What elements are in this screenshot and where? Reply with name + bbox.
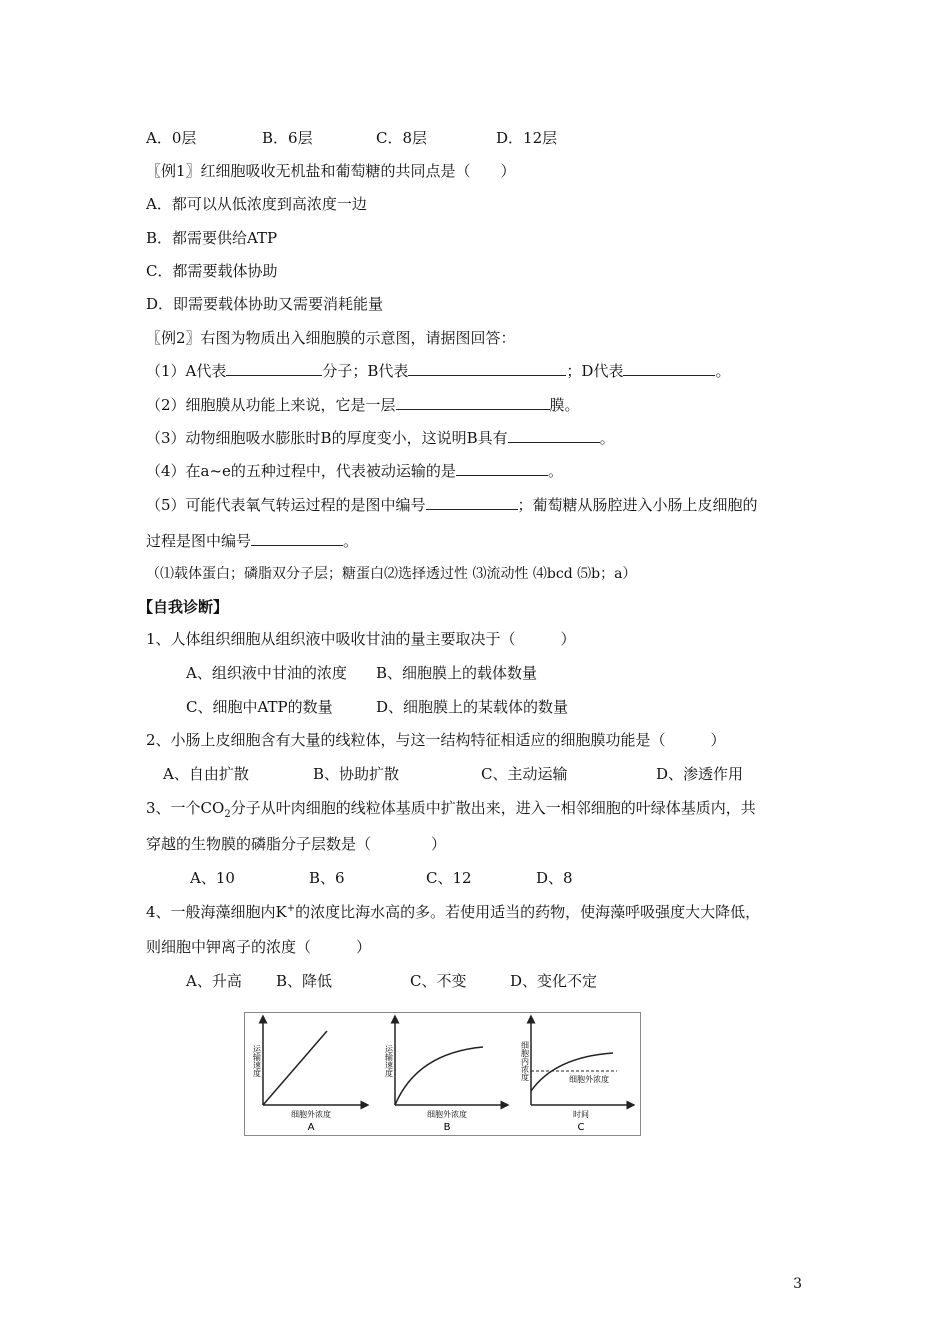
answer-blank (426, 495, 518, 510)
example2-q4 (146, 461, 563, 481)
example2-q5-cont (146, 531, 358, 551)
answer-blank (251, 531, 343, 546)
sc-q4-option-b: B、降低 (276, 972, 333, 990)
answer-blank (456, 461, 548, 476)
sc-q3-stem-cont: 穿越的生物膜的磷脂分子层数是（ ） (146, 835, 447, 853)
q5b-text-b: 。 (343, 532, 359, 550)
answer-blank (226, 361, 322, 376)
sc-q1-stem: 1、人体组织细胞从组织液中吸收甘油的量主要取决于（ ） (146, 630, 576, 648)
q3-stem-b: 分子从叶肉细胞的线粒体基质中扩散出来，进入一相邻细胞的叶绿体基质内，共 (230, 799, 756, 817)
sc-q1-option-c: C、细胞中ATP的数量 (186, 698, 333, 716)
sc-q2-stem: 2、小肠上皮细胞含有大量的线粒体，与这一结构特征相适应的细胞膜功能是（ ） (146, 731, 726, 749)
sc-q3-option-a: A、10 (190, 869, 235, 887)
sc-q3-option-c: C、12 (426, 869, 472, 887)
answer-blank (408, 361, 566, 376)
example1-option-b: B．都需要供给ATP (146, 229, 278, 247)
sc-q4-option-a: A、升高 (186, 972, 242, 990)
q5b-text-a: 过程是图中编号 (146, 532, 252, 550)
graph-a (252, 1019, 366, 1133)
example2-q3 (146, 428, 615, 448)
sc-q2-option-a: A、自由扩散 (163, 765, 249, 783)
graph-c-xlabel: 时间 (573, 1110, 589, 1119)
q5-text-b: ；葡萄糖从肠腔进入小肠上皮细胞的 (517, 496, 758, 514)
sc-q3-stem (146, 798, 756, 818)
page-number: 3 (793, 1276, 802, 1292)
sc-q1-option-d: D、细胞膜上的某载体的数量 (376, 698, 569, 716)
q4-stem-sup: + (286, 903, 296, 914)
sc-q4-option-d: D、变化不定 (510, 972, 598, 990)
graphs-svg (245, 1013, 640, 1135)
graph-b-curve (395, 1047, 483, 1105)
sc-q2-option-d: D、渗透作用 (656, 765, 744, 783)
sc-q4-option-c: C、不变 (410, 972, 467, 990)
q1-text-a: （1）A代表 (146, 362, 227, 380)
graph-c-label: C (577, 1122, 585, 1133)
q5-text-a: （5）可能代表氧气转运过程的是图中编号 (146, 496, 426, 514)
transport-graphs-figure (244, 1012, 641, 1136)
graph-a-label: A (307, 1122, 315, 1133)
q2-text-a: （2）细胞膜从功能上来说，它是一层 (146, 396, 396, 414)
graph-b-label: B (443, 1122, 451, 1133)
graph-a-xlabel: 细胞外浓度 (291, 1110, 331, 1119)
answer-blank (623, 361, 715, 376)
q1-text-c: ；D代表 (566, 362, 624, 380)
option-c: C．8层 (376, 129, 428, 147)
graph-c-dashed-label: 细胞外浓度 (569, 1075, 609, 1084)
q3-stem-a: 3、一个CO (146, 799, 225, 817)
sc-q2-option-c: C、主动运输 (481, 765, 568, 783)
option-d: D．12层 (496, 129, 558, 147)
q2-text-b: 膜。 (549, 396, 580, 414)
sc-q4-stem (146, 902, 760, 922)
q4-text-b: 。 (547, 462, 563, 480)
example1-option-a: A．都可以从低浓度到高浓度一边 (146, 195, 367, 213)
q1-text-d: 。 (715, 362, 731, 380)
sc-q1-option-b: B、细胞膜上的载体数量 (376, 664, 538, 682)
graph-a-curve (263, 1031, 327, 1105)
q3-stem-sub: 2 (224, 809, 231, 820)
example2-q5 (146, 495, 758, 515)
option-b: B．6层 (262, 129, 313, 147)
q1-text-b: 分子；B代表 (322, 362, 409, 380)
graph-c (521, 1019, 632, 1133)
q3-text-a: （3）动物细胞吸水膨胀时B的厚度变小，这说明B具有 (146, 429, 508, 447)
graph-c-ylabel: 细胞内浓度 (520, 1041, 530, 1081)
sc-q4-stem-cont: 则细胞中钾离子的浓度（ ） (146, 938, 372, 956)
option-a: A．0层 (146, 129, 197, 147)
example2-q2 (146, 395, 580, 415)
self-check-heading: 【自我诊断】 (138, 598, 229, 616)
example2-q1 (146, 361, 730, 381)
sc-q2-option-b: B、协助扩散 (313, 765, 400, 783)
sc-q3-option-d: D、8 (536, 869, 573, 887)
graph-a-ylabel: 运输速度 (252, 1045, 262, 1077)
example1-option-d: D．即需要载体协助又需要消耗能量 (146, 295, 384, 313)
example1-stem: 〖例1〗红细胞吸收无机盐和葡萄糖的共同点是（ ） (146, 162, 516, 180)
answer-blank (508, 428, 600, 443)
example2-answer: （⑴载体蛋白；磷脂双分子层；糖蛋白⑵选择透过性 ⑶流动性 ⑷bcd ⑸b；a） (146, 566, 637, 582)
example2-stem: 〖例2〗右图为物质出入细胞膜的示意图，请据图回答： (146, 329, 516, 347)
graph-b-xlabel: 细胞外浓度 (427, 1110, 467, 1119)
sc-q3-option-b: B、6 (309, 869, 345, 887)
graph-b-ylabel: 运输速度 (384, 1045, 394, 1077)
example1-option-c: C．都需要载体协助 (146, 262, 278, 280)
answer-blank (396, 395, 550, 410)
q4-stem-b: 的浓度比海水高的多。若使用适当的药物，使海藻呼吸强度大大降低， (295, 903, 761, 921)
graph-c-curve (531, 1053, 613, 1091)
graph-b (384, 1019, 506, 1133)
q4-stem-a: 4、一般海藻细胞内K (146, 903, 287, 921)
q4-text-a: （4）在a~e的五种过程中，代表被动运输的是 (146, 462, 456, 480)
q3-text-b: 。 (599, 429, 615, 447)
sc-q1-option-a: A、组织液中甘油的浓度 (186, 664, 347, 682)
